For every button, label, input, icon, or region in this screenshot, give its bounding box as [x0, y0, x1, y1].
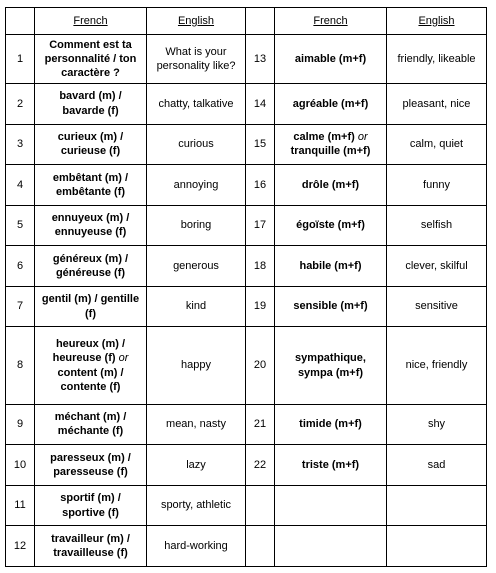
english-term: calm, quiet	[387, 124, 487, 165]
header-french-right: French	[275, 8, 387, 35]
english-term: curious	[147, 124, 246, 165]
row-number: 12	[6, 526, 35, 567]
english-term: generous	[147, 246, 246, 287]
english-term: nice, friendly	[387, 327, 487, 404]
row-number: 8	[6, 327, 35, 404]
table-row	[6, 165, 487, 206]
header-num-blank-right	[246, 8, 275, 35]
row-number: 7	[6, 286, 35, 327]
english-term: annoying	[147, 165, 246, 206]
english-term: pleasant, nice	[387, 84, 487, 125]
table-row	[6, 445, 487, 486]
row-number: 13	[246, 35, 275, 84]
french-term	[275, 124, 387, 165]
row-number: 2	[6, 84, 35, 125]
french-term: habile (m+f)	[275, 246, 387, 287]
english-term: chatty, talkative	[147, 84, 246, 125]
row-number: 16	[246, 165, 275, 206]
french-term: aimable (m+f)	[275, 35, 387, 84]
english-term: funny	[387, 165, 487, 206]
french-term: égoïste (m+f)	[275, 205, 387, 246]
row-number: 21	[246, 404, 275, 445]
table-row	[6, 404, 487, 445]
french-term	[35, 327, 147, 404]
table-row	[6, 246, 487, 287]
french-term: agréable (m+f)	[275, 84, 387, 125]
english-term: happy	[147, 327, 246, 404]
header-english-right: English	[387, 8, 487, 35]
vocabulary-table	[5, 7, 487, 567]
row-number: 4	[6, 165, 35, 206]
english-term: friendly, likeable	[387, 35, 487, 84]
row-number: 20	[246, 327, 275, 404]
row-number: 5	[6, 205, 35, 246]
french-term-part: heureux (m) / heureuse (f)	[52, 337, 126, 365]
table-row	[6, 124, 487, 165]
french-term: embêtant (m) / embêtante (f)	[35, 165, 147, 206]
row-number: 15	[246, 124, 275, 165]
french-term: généreux (m) / généreuse (f)	[35, 246, 147, 287]
or-connector: or	[118, 352, 129, 365]
row-number: 19	[246, 286, 275, 327]
french-term: sympathique, sympa (m+f)	[275, 327, 387, 404]
french-term: paresseux (m) / paresseuse (f)	[35, 445, 147, 486]
row-number: 22	[246, 445, 275, 486]
header-row	[6, 8, 487, 35]
empty-cell	[246, 485, 275, 526]
table-row	[6, 286, 487, 327]
french-term-part: calme (m+f)	[293, 131, 355, 144]
table-row	[6, 84, 487, 125]
english-term: boring	[147, 205, 246, 246]
row-number: 9	[6, 404, 35, 445]
empty-cell	[275, 485, 387, 526]
header-french-left: French	[35, 8, 147, 35]
table-row	[6, 526, 487, 567]
header-english-left: English	[147, 8, 246, 35]
row-number: 6	[6, 246, 35, 287]
table-row	[6, 205, 487, 246]
english-term: lazy	[147, 445, 246, 486]
header-num-blank	[6, 8, 35, 35]
row-number: 10	[6, 445, 35, 486]
english-term: hard-working	[147, 526, 246, 567]
english-term: kind	[147, 286, 246, 327]
french-term: gentil (m) / gentille (f)	[35, 286, 147, 327]
french-term: curieux (m) / curieuse (f)	[35, 124, 147, 165]
french-term: Comment est ta personnalité / ton caractère ?	[35, 35, 147, 84]
empty-cell	[387, 526, 487, 567]
table-row	[6, 35, 487, 84]
english-term: selfish	[387, 205, 487, 246]
empty-cell	[246, 526, 275, 567]
french-term: triste (m+f)	[275, 445, 387, 486]
french-term: drôle (m+f)	[275, 165, 387, 206]
empty-cell	[387, 485, 487, 526]
french-term-part: content (m) / contente (f)	[57, 366, 124, 393]
english-term: sad	[387, 445, 487, 486]
row-number: 14	[246, 84, 275, 125]
english-term: shy	[387, 404, 487, 445]
table-row	[6, 485, 487, 526]
row-number: 11	[6, 485, 35, 526]
row-number: 17	[246, 205, 275, 246]
english-term: mean, nasty	[147, 404, 246, 445]
french-term: sportif (m) / sportive (f)	[35, 485, 147, 526]
french-term: bavard (m) / bavarde (f)	[35, 84, 147, 125]
english-term: sporty, athletic	[147, 485, 246, 526]
row-number: 18	[246, 246, 275, 287]
english-term: sensitive	[387, 286, 487, 327]
french-term: sensible (m+f)	[275, 286, 387, 327]
row-number: 3	[6, 124, 35, 165]
french-term: travailleur (m) / travailleuse (f)	[35, 526, 147, 567]
french-term: méchant (m) / méchante (f)	[35, 404, 147, 445]
english-term: clever, skilful	[387, 246, 487, 287]
or-connector: or	[357, 131, 368, 144]
table-row	[6, 327, 487, 404]
french-term: ennuyeux (m) / ennuyeuse (f)	[35, 205, 147, 246]
row-number: 1	[6, 35, 35, 84]
english-term: What is your personality like?	[147, 35, 246, 84]
french-term-part: tranquille (m+f)	[290, 145, 371, 158]
empty-cell	[275, 526, 387, 567]
french-term: timide (m+f)	[275, 404, 387, 445]
